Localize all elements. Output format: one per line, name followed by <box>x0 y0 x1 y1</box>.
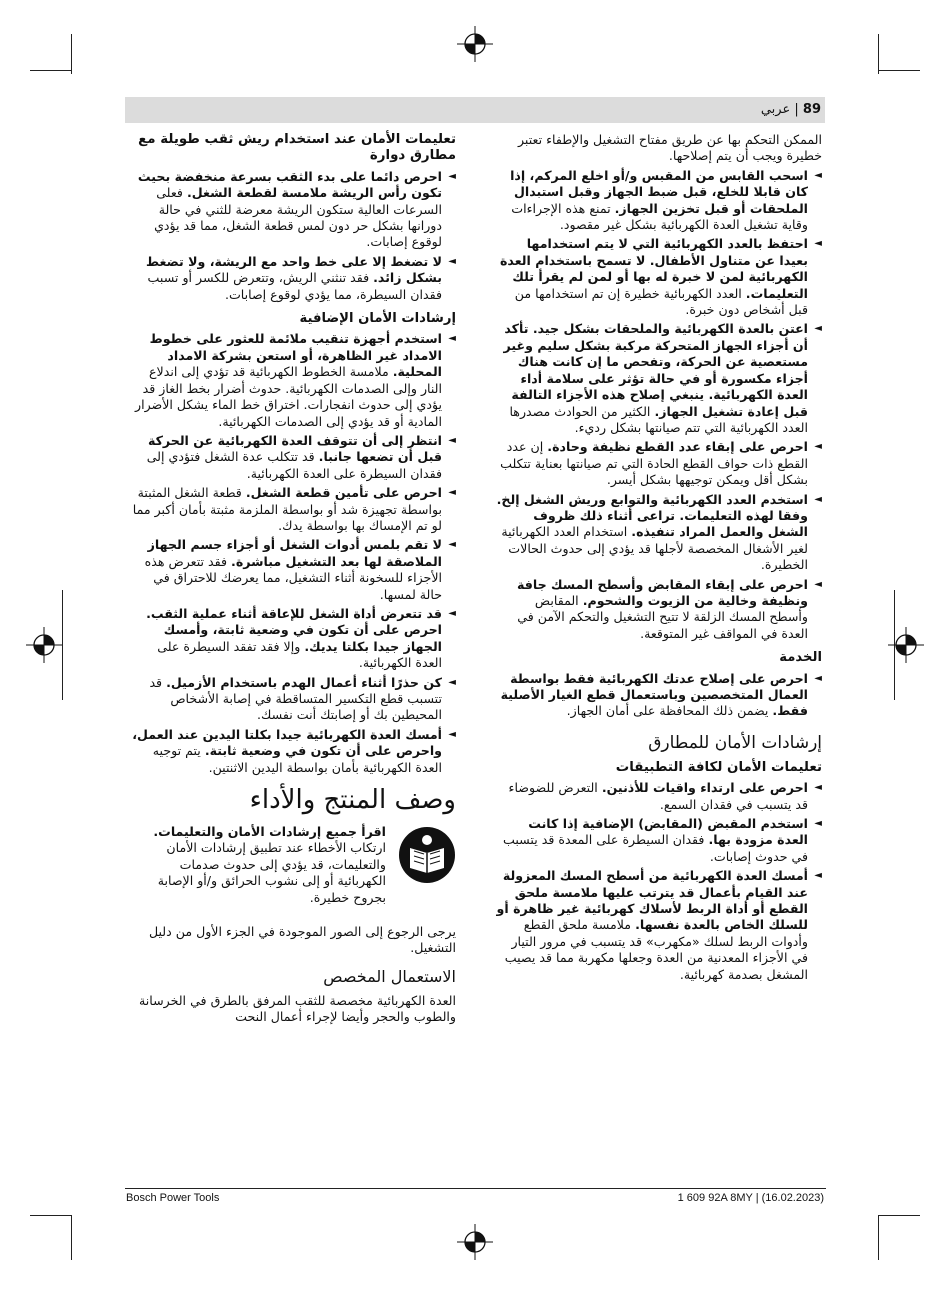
hammer-safety-list <box>494 780 822 983</box>
safety-list <box>494 168 822 642</box>
crop-mark <box>62 590 63 700</box>
bullet-triangle-icon: ◄ <box>448 676 456 688</box>
list-item <box>128 331 456 429</box>
item-bold-text: احرص على إبقاء المقابض وأسطح المسك جافة ونظيفة وخالية من الزيوت والشحوم. <box>516 576 808 608</box>
list-item <box>494 168 822 234</box>
item-text: فعلى السرعات العالية ستكون الريشة معرضة للثني في حالة دورانها بشكل حر دون لمس قطعة الشغل، مما قد يؤدي لوقوع إصابات. <box>154 185 442 250</box>
item-text: قد تتكلب عدة الشغل فتؤدي إلى فقدان السيطرة على العدة الكهربائية. <box>146 449 442 481</box>
item-bold-text: لا تضغط إلا على خط واحد مع الريشة، ولا تضغط بشكل زائد. <box>146 253 442 286</box>
bullet-triangle-icon: ◄ <box>814 672 822 684</box>
crop-mark <box>878 1215 920 1216</box>
bullet-triangle-icon: ◄ <box>814 782 822 794</box>
footer-rule <box>125 1188 826 1189</box>
bullet-triangle-icon: ◄ <box>448 255 456 267</box>
item-text: استخدام العدد الكهربائية لغير الأشغال المخصصة لأجلها قد يؤدي إلى حدوث الحالات الخطيرة. <box>501 524 808 573</box>
crop-mark <box>30 1215 72 1216</box>
item-text: فقدان السيطرة على المعدة قد يتسبب في حدوث إصابات. <box>503 832 808 864</box>
item-bold-text: استخدم المقبض (المقابض) الإضافية إذا كانت العدة مزودة بها. <box>528 816 808 848</box>
all-apps-heading: تعليمات الأمان لكافة التطبيقات <box>615 759 822 775</box>
intended-use-text: العدة الكهربائية مخصصة للثقب المرفق بالطرق في الخرسانة والطوب والحجر وأيضا لإجراء أعمال النحت <box>139 992 456 1025</box>
item-bold-text: لا تقم بلمس أدوات الشغل أو أجزاء جسم الجهاز الملاصقة لها بعد التشغيل مباشرة. <box>147 537 442 569</box>
item-text: المقابض وأسطح المسك الزلقة لا تتيح التشغيل والتحكم الآمن في العدة في المواقف غير المتوقعة. <box>517 592 808 641</box>
read-instructions-block <box>128 824 456 924</box>
footer-brand: Bosch Power Tools <box>126 1192 220 1204</box>
item-text: وإلا فقد تفقد السيطرة على العدة الكهربائية. <box>157 638 442 671</box>
item-bold-text: احرص على ارتداء واقيات للأذنين. <box>601 780 808 796</box>
item-text: يضمن ذلك المحافظة على أمان الجهاز. <box>566 703 773 719</box>
bullet-triangle-icon: ◄ <box>448 170 456 182</box>
list-item <box>128 727 456 776</box>
bullet-triangle-icon: ◄ <box>448 434 456 446</box>
list-item <box>128 537 456 603</box>
crop-mark <box>878 34 879 74</box>
page-header <box>761 102 821 117</box>
bullet-triangle-icon: ◄ <box>814 578 822 590</box>
item-text: إن عدد القطع ذات حواف القطع الحادة التي تم صيانتها بعناية تتكلب بشكل أقل ويمكن توجيهها بشكل أيسر. <box>500 439 808 488</box>
bullet-triangle-icon: ◄ <box>814 169 822 181</box>
item-text: تمنع هذه الإجراءات وقاية تشغيل العدة الكهربائية بشكل غير مقصود. <box>511 200 808 233</box>
list-item <box>494 868 822 983</box>
item-text: العدد الكهربائية خطيرة إن تم استخدامها من قبل أشخاص دون خبرة. <box>514 285 808 318</box>
item-bold-text: أمسك العدة الكهربائية من أسطح المسك المعزولة عند القيام بأعمال قد يترتب عليها ملامسة ملحق القطع أو أداة الربط لأسلاك كهربائية غير ظاهرة أو للسلك الخاص بالعدة نفسها. <box>496 868 808 933</box>
list-item <box>128 169 456 251</box>
list-item <box>494 816 822 865</box>
item-bold-text: اعتن بالعدة الكهربائية والملحقات بشكل جيد. تأكد أن أجزاء الجهاز المتحركة مركبة بشكل سليم وغير مستعصية عن الحركة، وتفحص ما إن كانت هناك أجزاء مكسورة أو في حالة تؤثر على سلامة أداء العدة الكهربائية. ينبغي إصلاح هذه الأجزاء التالفة قبل إعادة تشغيل الجهاز. <box>503 321 808 419</box>
list-item <box>494 577 822 643</box>
item-bold-text: كن حذرًا أثناء أعمال الهدم باستخدام الأزميل. <box>166 674 442 690</box>
bullet-triangle-icon: ◄ <box>448 539 456 551</box>
list-item <box>128 485 456 534</box>
item-text: قد تتسبب قطع التكسير المتساقطة في إصابة الأشخاص المحيطين بك أو إصابتك أنت نفسك. <box>149 674 442 723</box>
bullet-triangle-icon: ◄ <box>814 870 822 882</box>
item-bold-text: احرص على تأمين قطعة الشغل. <box>245 485 442 501</box>
item-bold-text: احرص على إبقاء عدد القطع نظيفة وحادة. <box>547 439 808 455</box>
bullet-triangle-icon: ◄ <box>448 728 456 740</box>
bullet-triangle-icon: ◄ <box>814 441 822 453</box>
bullet-triangle-icon: ◄ <box>448 333 456 345</box>
page-number: 89 <box>802 102 821 117</box>
registration-mark-icon <box>26 627 62 663</box>
hammer-safety-heading: إرشادات الأمان للمطارق <box>648 732 822 753</box>
bullet-triangle-icon: ◄ <box>814 238 822 250</box>
item-bold-text: قد تتعرض أداة الشغل للإعاقة أثناء عملية الثقب. احرص على أن تكون في وضعية ثابتة، وأمسك الجهاز جيدا بكلتا يديك. <box>146 605 442 654</box>
service-heading: الخدمة <box>779 650 822 666</box>
item-text: الكثير من الحوادث مصدرها العدد الكهربائية التي تتم صيانتها بشكل رديء. <box>509 403 808 435</box>
list-item <box>494 236 822 318</box>
registration-mark-icon <box>457 26 493 62</box>
crop-mark <box>71 34 72 74</box>
bullet-triangle-icon: ◄ <box>814 493 822 505</box>
item-bold-text: احرص دائما على بدء الثقب بسرعة منخفضة بحيث تكون رأس الريشة ملامسة لقطعة الشغل. <box>137 168 442 201</box>
registration-mark-icon <box>457 1224 493 1260</box>
item-text: ملامسة ملحق القطع وأدوات الربط لسلك «مكهرب» قد يتسبب في مرور التيار في الأجزاء المعدنية من العدة وجعلها مكهربة مما قد يصيب المشغل بصدمة كهربائية. <box>504 917 808 982</box>
item-text: يتم توجيه العدة الكهربائية بأمان بواسطة اليدين الاثنتين. <box>152 743 442 775</box>
bullet-triangle-icon: ◄ <box>448 607 456 619</box>
right-column <box>494 132 822 986</box>
service-list <box>494 671 822 720</box>
header-language: عربي <box>760 102 791 117</box>
list-item <box>128 433 456 482</box>
registration-mark-icon <box>888 627 924 663</box>
item-bold-text: استخدم العدد الكهربائية والتوابع وريش الشغل إلخ. وفقا لهذه التعليمات. تراعى أثناء ذلك ظروف الشغل والعمل المراد تنفيذه. <box>496 491 808 540</box>
list-item <box>128 254 456 303</box>
header-separator: | <box>794 102 799 117</box>
crop-mark <box>30 70 72 71</box>
item-bold-text: أمسك العدة الكهربائية جيدا بكلتا اليدين عند العمل، واحرص على أن تكون في وضعية ثابتة. <box>132 726 442 759</box>
intended-use-heading: الاستعمال المخصص <box>323 966 456 986</box>
additional-list <box>128 331 456 776</box>
read-all-bold: اقرأ جميع إرشادات الأمان والتعليمات. <box>153 824 386 840</box>
bullet-triangle-icon: ◄ <box>814 818 822 830</box>
intro-paragraph: الممكن التحكم بها عن طريق مفتاح التشغيل والإطفاء تعتبر خطيرة ويجب أن يتم إصلاحها. <box>517 132 822 164</box>
item-text: التعرض للضوضاء قد يتسبب في فقدان السمع. <box>508 780 808 812</box>
footer-doc-ref: 1 609 92A 8MY | (16.02.2023) <box>677 1192 824 1204</box>
page-header-band <box>125 97 825 123</box>
item-text: قطعة الشغل المثبتة بواسطة تجهيزة شد أو بواسطة الملزمة مثبتة بأمان أكبر مما لو تم الإمساك بها بواسطة يدك. <box>132 485 442 533</box>
list-item <box>494 780 822 813</box>
item-text: ملامسة الخطوط الكهربائية قد تؤدي إلى اندلاع النار وإلى الصدمات الكهربائية. حدوث أضرار بخط الغاز قد يؤدي إلى حدوث انفجارات. اختراق خط الماء يشكل الأضرار المادية أو قد يؤدي إلى الصدمات الكهربائية. <box>134 364 442 429</box>
list-item <box>128 675 456 724</box>
product-description-heading: وصف المنتج والأداء <box>249 785 456 816</box>
item-text: فقد تتعرض هذه الأجزاء للسخونة أثناء التشغيل، مما يعرضك للاحتراق في حالة لمسها. <box>144 553 442 602</box>
additional-heading: إرشادات الأمان الإضافية <box>299 311 456 327</box>
item-bold-text: انتظر إلى أن تتوقف العدة الكهربائية عن الحركة قبل أن تضعها جانبا. <box>147 432 442 465</box>
item-bold-text: اسحب القابس من المقبس و/أو اخلع المركم، إذا كان قابلا للخلع، قبل ضبط الجهاز وقبل استبدال الملحقات أو قبل تخزين الجهاز. <box>510 167 808 216</box>
list-item <box>494 321 822 436</box>
crop-mark <box>878 70 920 71</box>
bullet-triangle-icon: ◄ <box>814 323 822 335</box>
crop-mark <box>878 1215 879 1260</box>
item-text: فقد تنثني الريش، وتتعرض للكسر أو تسبب فقدان السيطرة، مما يؤدي لوقوع إصابات. <box>147 270 442 302</box>
long-bits-list <box>128 169 456 303</box>
read-manual-icon <box>398 826 456 884</box>
item-bold-text: احرص على إصلاح عدتك الكهربائية فقط بواسطة العمال المتخصصين وباستعمال قطع الغيار الأصلية فقط. <box>500 670 808 719</box>
read-all-text: ارتكاب الأخطاء عند تطبيق إرشادات الأمان والتعليمات، قد يؤدي إلى حدوث صدمات الكهربائية أو إلى نشوب الحرائق و/أو الإصابة بجروح خطيرة. <box>157 840 386 905</box>
crop-mark <box>71 1215 72 1260</box>
list-item <box>494 492 822 574</box>
bullet-triangle-icon: ◄ <box>448 487 456 499</box>
long-bits-heading: تعليمات الأمان عند استخدام ريش ثقب طويلة مع مطارق دوارة <box>138 132 456 164</box>
list-item <box>494 439 822 488</box>
list-item <box>494 671 822 720</box>
list-item <box>128 606 456 672</box>
figures-note: يرجى الرجوع إلى الصور الموجودة في الجزء الأول من دليل التشغيل. <box>148 924 456 956</box>
left-column <box>128 132 456 1029</box>
item-bold-text: استخدم أجهزة تنقيب ملائمة للعثور على خطوط الامداد غير الظاهرة، أو استعن بشركة الامداد المحلية. <box>149 331 442 380</box>
item-bold-text: احتفظ بالعدد الكهربائية التي لا يتم استخدامها بعيدا عن متناول الأطفال. لا تسمح باستخدام العدة الكهربائية لمن لا خبرة له بها أو لمن لم يقرأ تلك التعليمات. <box>499 236 808 301</box>
